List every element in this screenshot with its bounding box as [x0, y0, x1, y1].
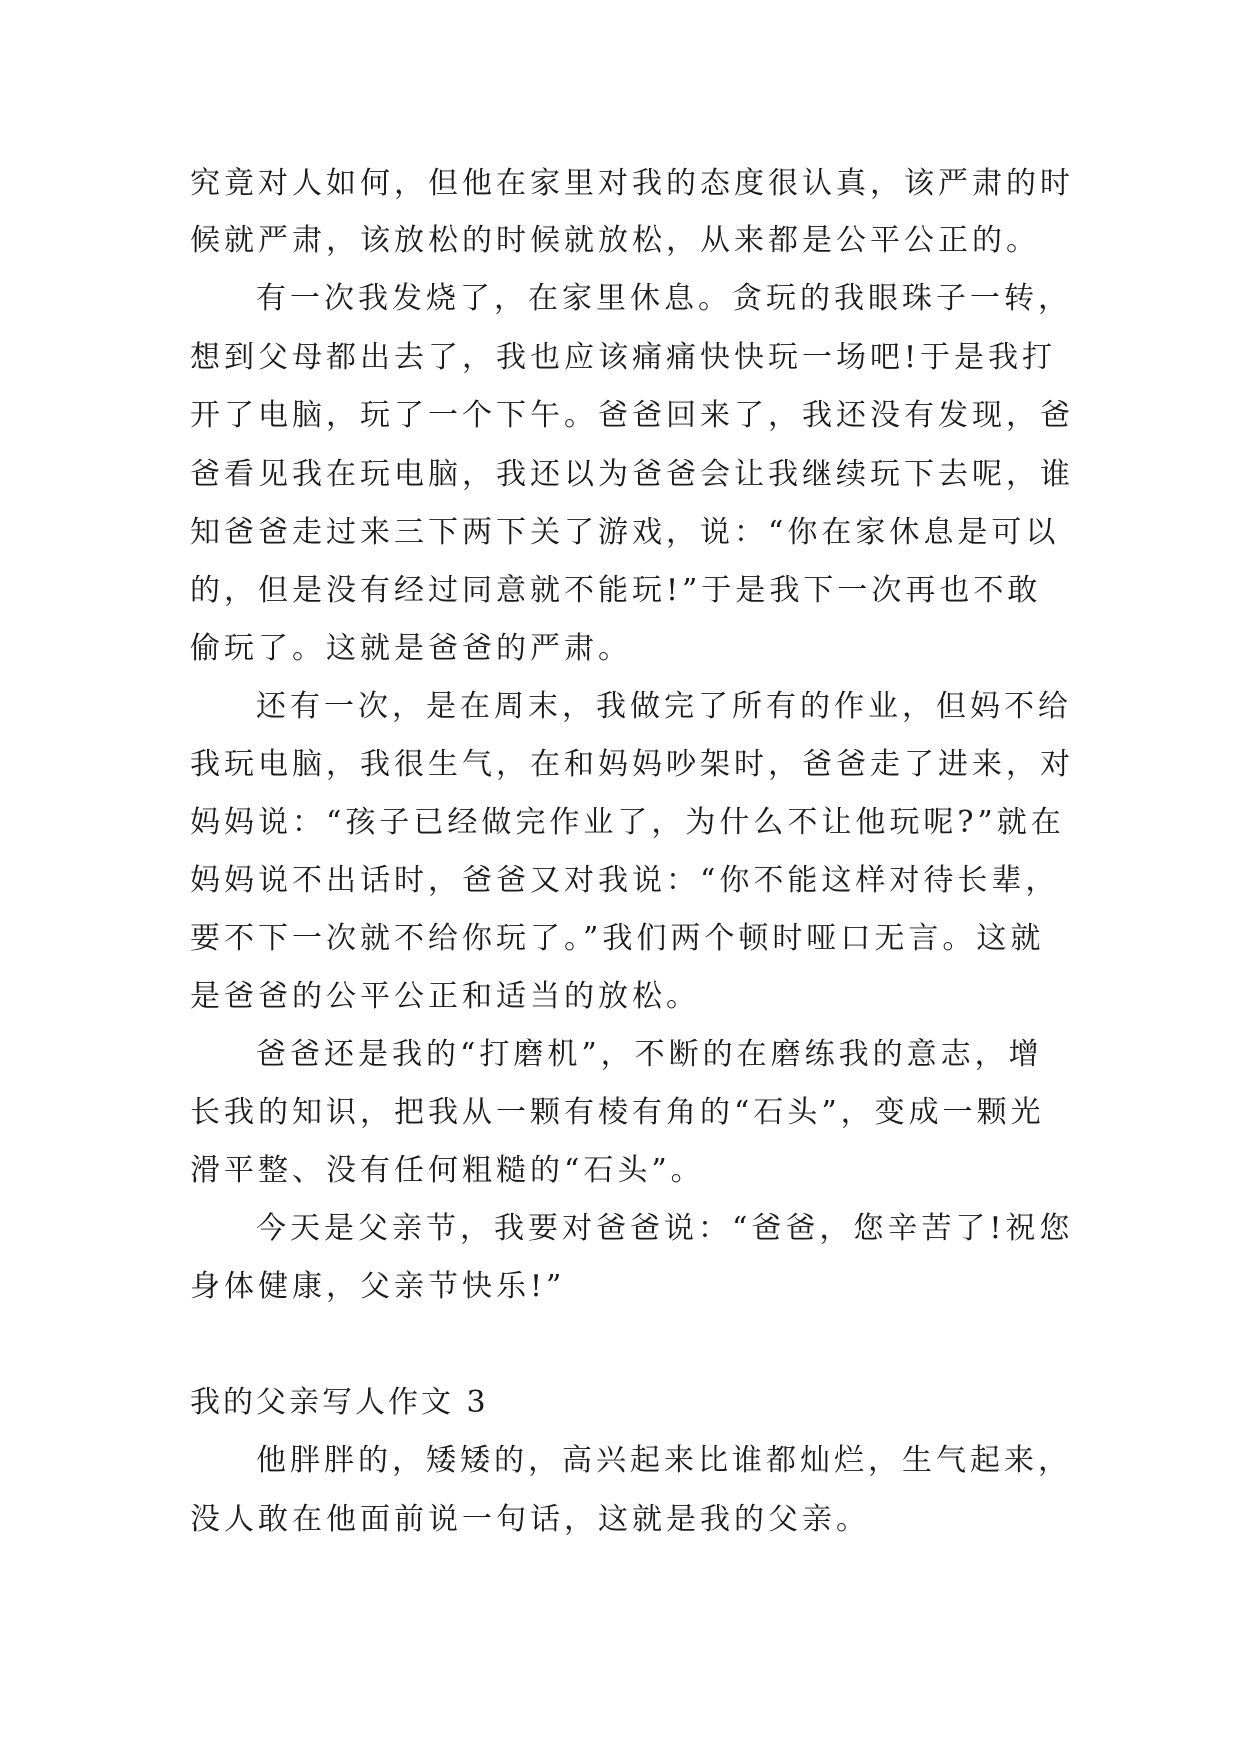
text-line: 妈妈说：“孩子已经做完作业了，为什么不让他玩呢?”就在 [190, 805, 1065, 840]
text-line: 身体健康，父亲节快乐!” [190, 1269, 566, 1304]
section-heading: 我的父亲写人作文 3 [190, 1385, 489, 1420]
text-line: 滑平整、没有任何粗糙的“石头”。 [190, 1153, 705, 1188]
text-line: 长我的知识，把我从一颗有棱有角的“石头”，变成一颗光 [190, 1095, 1045, 1130]
text-line: 爸看见我在玩电脑，我还以为爸爸会让我继续玩下去呢，谁 [190, 457, 1074, 492]
text-line: 是爸爸的公平公正和适当的放松。 [190, 979, 700, 1014]
text-line: 还有一次，是在周末，我做完了所有的作业，但妈不给 [256, 689, 1072, 724]
text-line: 有一次我发烧了，在家里休息。贪玩的我眼珠子一转， [256, 281, 1072, 316]
text-line: 知爸爸走过来三下两下关了游戏，说：“你在家休息是可以 [190, 515, 1060, 550]
text-line: 没人敢在他面前说一句话，这就是我的父亲。 [190, 1502, 870, 1537]
text-line: 的，但是没有经过同意就不能玩!”于是我下一次再也不敢 [190, 573, 1042, 608]
text-line: 开了电脑，玩了一个下午。爸爸回来了，我还没有发现，爸 [190, 398, 1074, 433]
text-line: 妈妈说不出话时，爸爸又对我说：“你不能这样对待长辈， [190, 863, 1060, 898]
text-line: 爸爸还是我的“打磨机”，不断的在磨练我的意志，增 [256, 1037, 1043, 1072]
text-line: 候就严肃，该放松的时候就放松，从来都是公平公正的。 [190, 223, 1040, 258]
text-line: 我玩电脑，我很生气，在和妈妈吵架时，爸爸走了进来，对 [190, 747, 1074, 782]
text-line: 今天是父亲节，我要对爸爸说：“爸爸，您辛苦了!祝您 [256, 1211, 1074, 1246]
text-line: 他胖胖的，矮矮的，高兴起来比谁都灿烂，生气起来， [256, 1443, 1072, 1478]
text-line: 究竟对人如何，但他在家里对我的态度很认真，该严肃的时 [190, 166, 1074, 201]
text-line: 要不下一次就不给你玩了。”我们两个顿时哑口无言。这就 [190, 921, 1045, 956]
text-line: 想到父母都出去了，我也应该痛痛快快玩一场吧!于是我打 [190, 340, 1057, 375]
text-line: 偷玩了。这就是爸爸的严肃。 [190, 631, 632, 666]
